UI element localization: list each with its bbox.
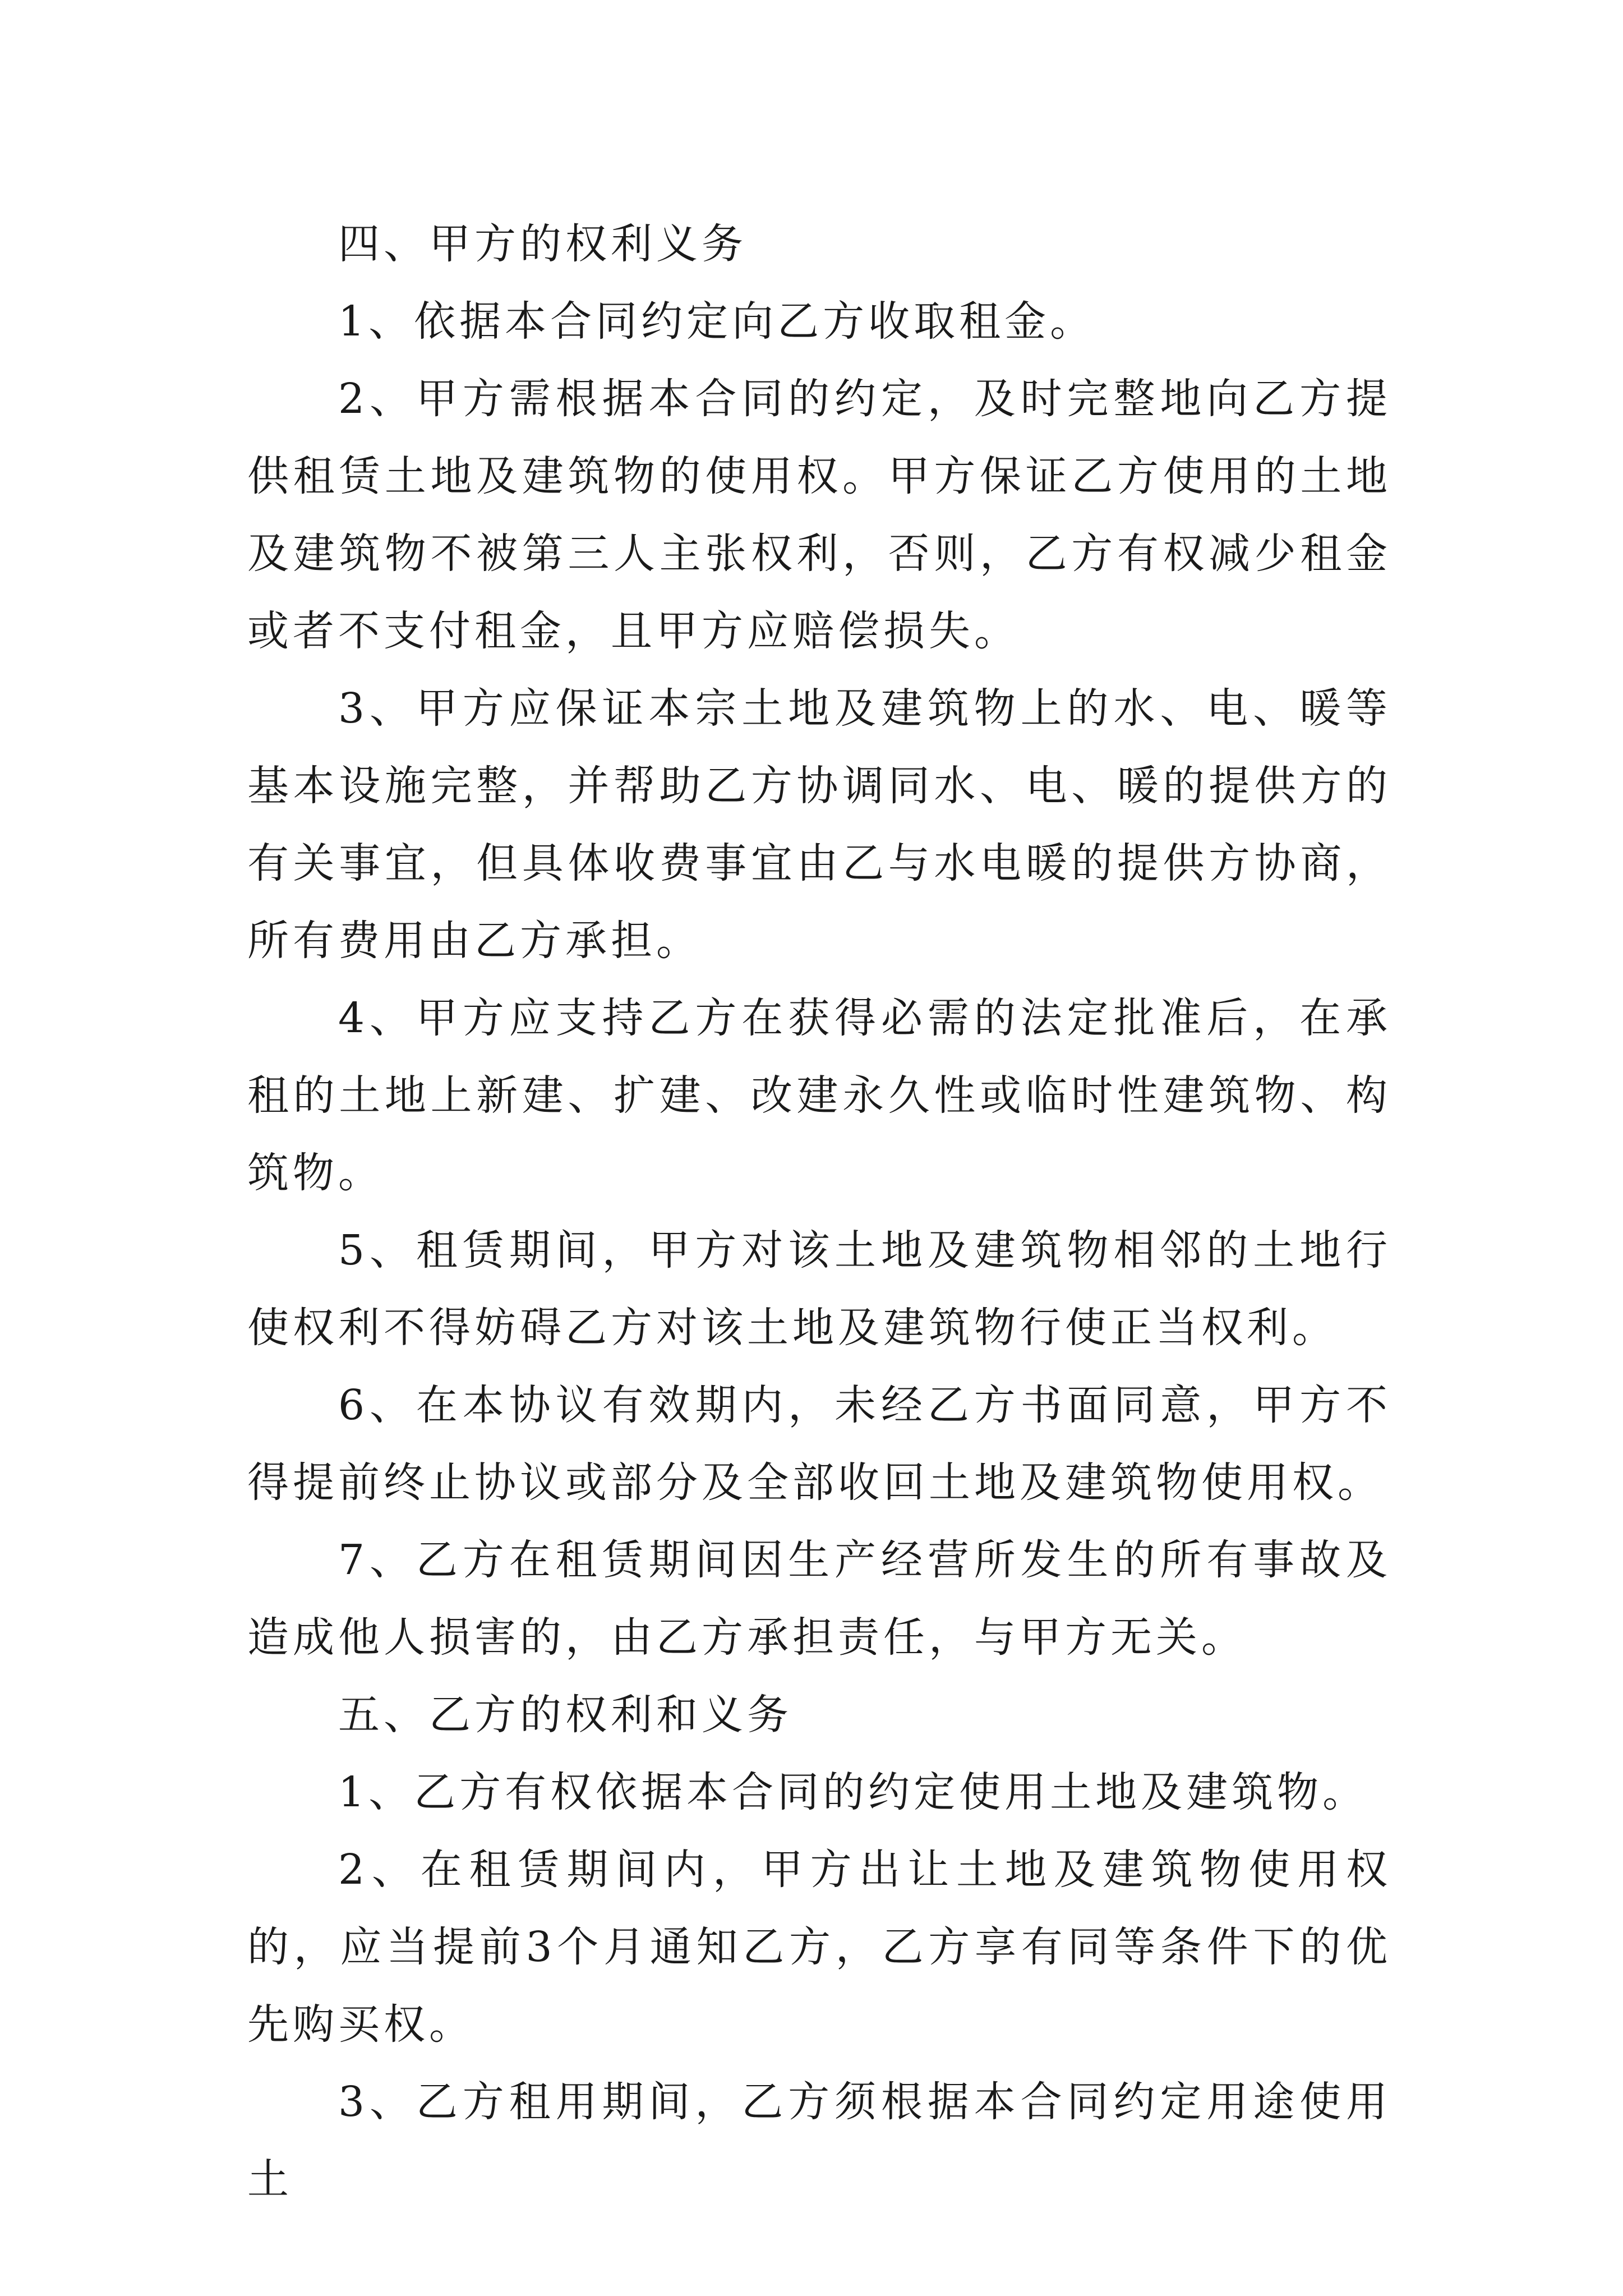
clause-5-1: 1、乙方有权依据本合同的约定使用土地及建筑物。 [338, 1768, 1368, 1816]
clause-5-2: 2、在租赁期间内，甲方出让土地及建筑物使用权的，应当提前3个月通知乙方，乙方享有同等条件下的优先购买权。 [247, 1846, 1391, 2049]
section-heading-4: 四、甲方的权利义务 [338, 220, 747, 268]
clause-4-3: 3、甲方应保证本宗土地及建筑物上的水、电、暖等基本设施完整，并帮助乙方协调同水、电、暖的提供方的有关事宜，但具体收费事宜由乙与水电暖的提供方协商，所有费用由乙方承担。 [247, 684, 1391, 965]
clause-4-2: 2、甲方需根据本合同的约定，及时完整地向乙方提供租赁土地及建筑物的使用权。甲方保证乙方使用的土地及建筑物不被第三人主张权利，否则，乙方有权减少租金或者不支付租金，且甲方应赔偿损失。 [247, 375, 1391, 655]
clause-4-1: 1、依据本合同约定向乙方收取租金。 [338, 297, 1096, 346]
clause-4-4: 4、甲方应支持乙方在获得必需的法定批准后，在承租的土地上新建、扩建、改建永久性或临时性建筑物、构筑物。 [247, 994, 1391, 1197]
clause-4-5: 5、租赁期间，甲方对该土地及建筑物相邻的土地行使权利不得妨碍乙方对该土地及建筑物行使正当权利。 [247, 1226, 1391, 1352]
clause-4-6: 6、在本协议有效期内，未经乙方书面同意，甲方不得提前终止协议或部分及全部收回土地及建筑物使用权。 [247, 1381, 1391, 1507]
document-body [247, 205, 1391, 2218]
clause-5-3: 3、乙方租用期间，乙方须根据本合同约定用途使用土 [247, 2078, 1391, 2203]
clause-4-7: 7、乙方在租赁期间因生产经营所发生的所有事故及造成他人损害的，由乙方承担责任，与甲方无关。 [247, 1536, 1391, 1662]
section-heading-5: 五、乙方的权利和义务 [338, 1691, 792, 1739]
